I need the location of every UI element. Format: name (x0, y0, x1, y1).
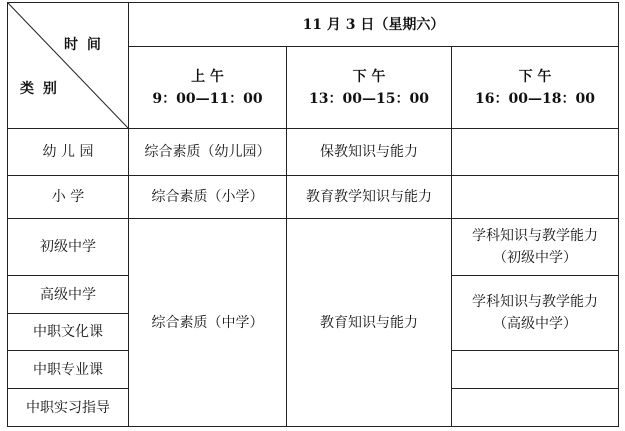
category-label: 中职实习指导 (26, 399, 110, 416)
session-afternoon-1 (287, 47, 451, 128)
category-label: 中职专业课 (33, 361, 103, 378)
cell-junior-afternoon-2 (452, 219, 618, 275)
subject-text: 保教知识与能力 (320, 144, 418, 160)
subject-text: 教育教学知识与能力 (306, 189, 432, 205)
category-primary (8, 176, 128, 218)
category-vocational-practice (8, 389, 128, 426)
session-time: 13：00—15：00 (309, 90, 429, 107)
corner-time-label: 时 间 (64, 37, 103, 53)
subject-text: 教育知识与能力 (320, 314, 418, 331)
category-label: 小 学 (51, 189, 85, 205)
category-label: 中职文化课 (33, 324, 103, 340)
session-time: 16：00—18：00 (475, 90, 595, 107)
cell-primary-afternoon-1 (287, 176, 451, 218)
session-afternoon-2 (452, 47, 618, 128)
date-text: 11 月 3 日（星期六） (302, 16, 445, 33)
cell-secondary-afternoon-1 (287, 219, 451, 426)
session-period: 上 午 (191, 68, 224, 85)
category-senior-high (8, 276, 128, 313)
subject-level: （高级中学） (493, 316, 577, 332)
cell-kindergarten-afternoon-1 (287, 129, 451, 175)
subject-text: 学科知识与教学能力 (472, 228, 598, 244)
corner-diagonal (8, 3, 129, 129)
cell-senior-afternoon-2 (452, 276, 618, 350)
category-kindergarten (8, 129, 128, 175)
subject-text: 综合素质（小学） (151, 189, 264, 205)
category-label: 幼 儿 园 (42, 144, 94, 160)
session-period: 下 午 (352, 68, 386, 85)
session-morning (129, 47, 286, 128)
category-vocational-major (8, 351, 128, 388)
date-header (129, 3, 618, 46)
category-label: 高级中学 (40, 286, 96, 303)
subject-text: 学科知识与教学能力 (472, 294, 598, 310)
category-label: 初级中学 (40, 239, 96, 255)
subject-text: 综合素质（中学） (151, 314, 264, 331)
cell-kindergarten-morning (129, 129, 286, 175)
category-vocational-culture (8, 314, 128, 350)
cell-primary-morning (129, 176, 286, 218)
cell-secondary-morning (129, 219, 286, 426)
subject-text: 综合素质（幼儿园） (144, 144, 271, 160)
subject-level: （初级中学） (493, 250, 577, 266)
category-junior-high (8, 219, 128, 275)
corner-category-label: 类 别 (20, 81, 59, 97)
session-period: 下 午 (518, 68, 552, 85)
session-time: 9：00—11：00 (152, 90, 263, 107)
